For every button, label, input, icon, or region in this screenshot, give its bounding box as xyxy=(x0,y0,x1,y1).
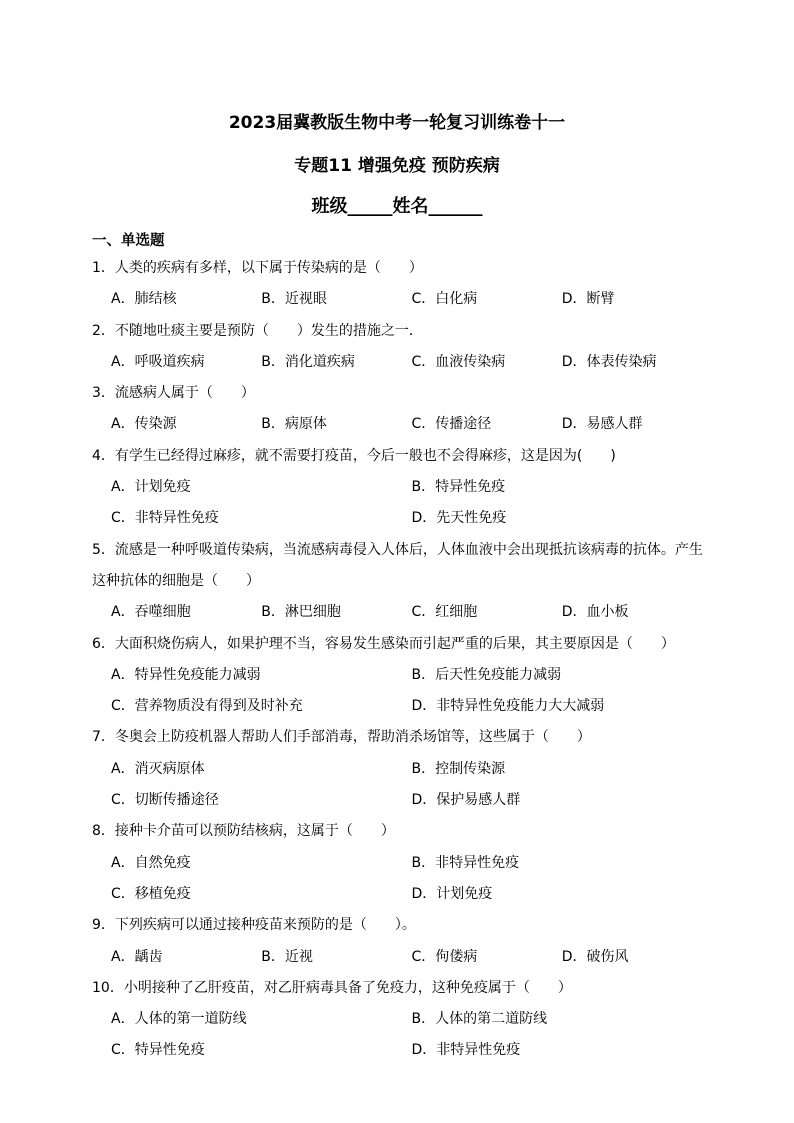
option: C．切断传播途径 xyxy=(111,792,219,809)
option: B．人体的第二道防线 xyxy=(411,1011,548,1028)
exam-title: 2023届冀教版生物中考一轮复习训练卷十一 xyxy=(228,113,566,133)
option: D．非特异性免疫 xyxy=(411,1042,521,1059)
option: A．自然免疫 xyxy=(111,854,191,871)
option: D．先天性免疫 xyxy=(411,510,507,527)
option: C．移植免疫 xyxy=(111,885,191,902)
option: A．肺结核 xyxy=(111,291,177,308)
option: C．白化病 xyxy=(411,291,478,308)
option: D．破伤风 xyxy=(561,948,629,965)
option: C．佝偻病 xyxy=(411,948,478,965)
option: D．体表传染病 xyxy=(561,353,657,370)
option: C．特异性免疫 xyxy=(111,1042,205,1059)
question-stem: 8．接种卡介苗可以预防结核病，这属于（ ） xyxy=(92,823,395,840)
option-row xyxy=(92,1004,712,1035)
option: B．非特异性免疫 xyxy=(411,854,520,871)
question-list xyxy=(92,253,712,1067)
option-row xyxy=(92,1035,712,1066)
question-stem: 2．不随地吐痰主要是预防（ ）发生的措施之一． xyxy=(92,322,423,339)
option: B．特异性免疫 xyxy=(411,479,506,496)
option-row xyxy=(92,691,712,722)
option: D．计划免疫 xyxy=(411,885,493,902)
option: B．控制传染源 xyxy=(411,760,506,777)
option: A．呼吸道疾病 xyxy=(111,353,205,370)
option: D．断臂 xyxy=(561,291,615,308)
option-row xyxy=(92,660,712,691)
option-row xyxy=(92,409,712,440)
question-stem: 5．流感是一种呼吸道传染病，当流感病毒侵入人体后，人体血液中会出现抵抗该病毒的抗体。产生这种抗体的细胞是（ ） xyxy=(92,541,703,589)
option: A．龋齿 xyxy=(111,948,163,965)
option: B．淋巴细胞 xyxy=(261,604,341,621)
option: D．保护易感人群 xyxy=(411,792,521,809)
option: D．易感人群 xyxy=(561,416,643,433)
option: D．非特异性免疫能力大大减弱 xyxy=(411,698,605,715)
option-row xyxy=(92,503,712,534)
option: A．传染源 xyxy=(111,416,177,433)
option-row xyxy=(92,284,712,315)
option: C．传播途径 xyxy=(411,416,492,433)
section-heading: 一、单选题 xyxy=(92,233,165,249)
option-row xyxy=(92,597,712,628)
option: C．红细胞 xyxy=(411,604,478,621)
option-row xyxy=(92,754,712,785)
question-stem: 3．流感病人属于（ ） xyxy=(92,385,255,402)
question-stem: 10．小明接种了乙肝疫苗，对乙肝病毒具备了免疫力，这种免疫属于（ ） xyxy=(92,979,572,996)
option: D．血小板 xyxy=(561,604,629,621)
option: A．吞噬细胞 xyxy=(111,604,191,621)
option: C．非特异性免疫 xyxy=(111,510,219,527)
option-row xyxy=(92,785,712,816)
option-row xyxy=(92,347,712,378)
option: A．人体的第一道防线 xyxy=(111,1011,247,1028)
option: B．后天性免疫能力减弱 xyxy=(411,666,562,683)
option-row xyxy=(92,942,712,973)
option: B．病原体 xyxy=(261,416,327,433)
option: A．消灭病原体 xyxy=(111,760,205,777)
option: A．特异性免疫能力减弱 xyxy=(111,666,261,683)
question-stem: 9．下列疾病可以通过接种疫苗来预防的是（ ）。 xyxy=(92,917,416,934)
option: A．计划免疫 xyxy=(111,479,191,496)
option: B．消化道疾病 xyxy=(261,353,355,370)
option-row xyxy=(92,879,712,910)
question-stem: 7．冬奥会上防疫机器人帮助人们手部消毒，帮助消杀场馆等，这些属于（ ） xyxy=(92,729,591,746)
exam-subtitle: 专题11 增强免疫 预防疾病 xyxy=(294,156,500,176)
option: C．营养物质没有得到及时补充 xyxy=(111,698,303,715)
option: C．血液传染病 xyxy=(411,353,506,370)
question-stem: 4．有学生已经得过麻疹，就不需要打疫苗，今后一般也不会得麻疹，这是因为( ) xyxy=(92,447,616,464)
option: B．近视 xyxy=(261,948,313,965)
class-name-line: 班级_____姓名______ xyxy=(311,196,483,217)
question-stem: 6．大面积烧伤病人，如果护理不当，容易发生感染而引起严重的后果，其主要原因是（ ） xyxy=(92,635,675,652)
option-row xyxy=(92,848,712,879)
option: B．近视眼 xyxy=(261,291,327,308)
question-stem: 1．人类的疾病有多样，以下属于传染病的是（ ） xyxy=(92,260,423,276)
option-row xyxy=(92,472,712,503)
